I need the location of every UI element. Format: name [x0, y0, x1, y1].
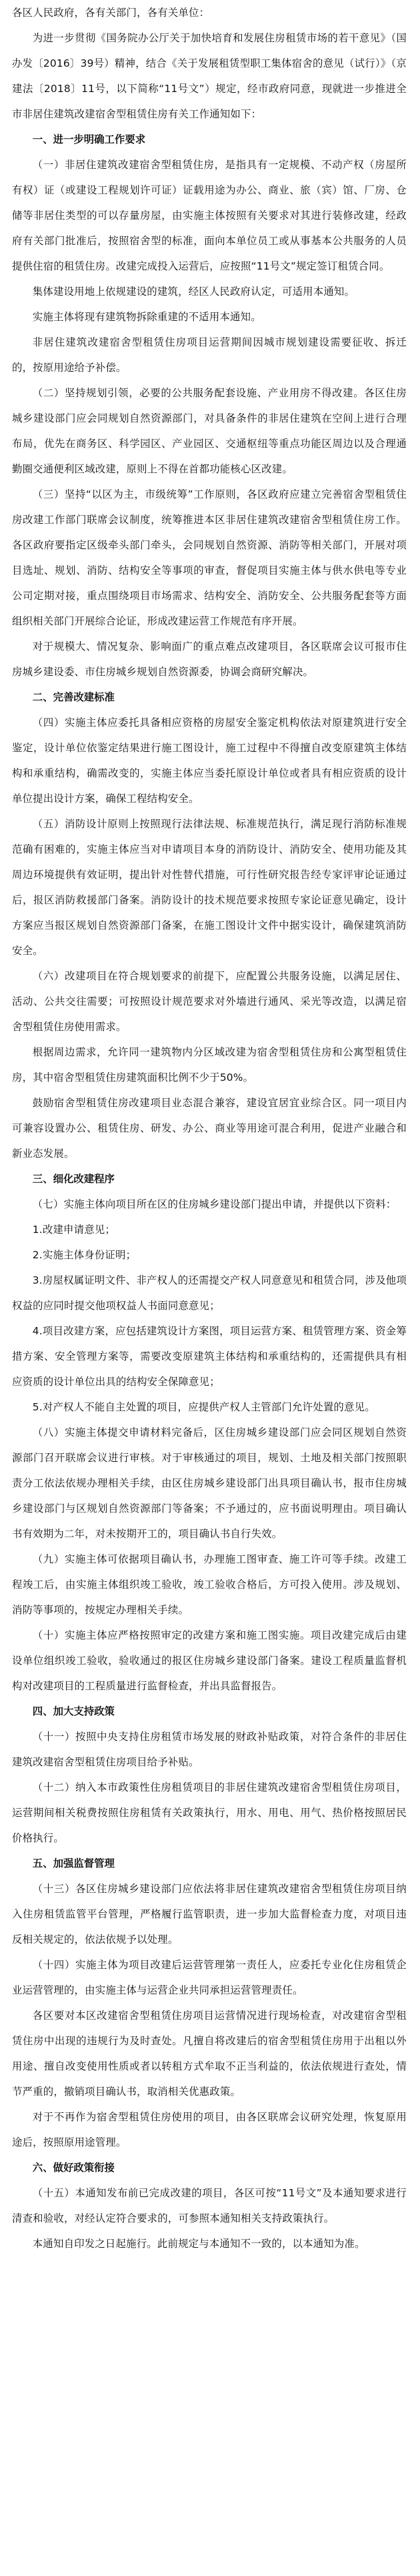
section-heading: 四、加大支持政策: [32, 1705, 115, 1717]
section-paragraph: （十一）按照中央支持住房租赁市场发展的财政补贴政策，对符合条件的非居住建筑改建宿舍型租赁住房项目给予补贴。: [12, 1731, 407, 1768]
section: [12, 127, 407, 685]
section-paragraph: （一）非居住建筑改建宿舍型租赁住房，是指具有一定规模、不动产权（房屋所有权）证（或建设工程规划许可证）证载用途为办公、商业、旅（宾）馆、厂房、仓储等非居住类型的可以存量房屋，由实施主体按照有关要求对其进行装修改建，经政府有关部门批准后，按照宿舍型的标准，面向本单位员工或从事基本公共服务的人员提供住宿的租赁住房。改建完成投入运营后，应按照“11号文”规定签订租赁合同。: [12, 159, 407, 272]
section-paragraph: 非居住建筑改建宿舍型租赁住房项目运营期间因城市规划建设需要征收、拆迁的，按原用途给予补偿。: [12, 336, 407, 374]
section: [12, 1699, 407, 1851]
section-paragraph: （四）实施主体应委托具备相应资格的房屋安全鉴定机构依法对原建筑进行安全鉴定，设计单位依鉴定结果进行施工图设计，施工过程中不得擅自改变原建筑主体结构和承重结构，确需改变的，实施主体应当委托原设计单位或者具有相应资质的设计单位提出设计方案，确保工程结构安全。: [12, 717, 407, 805]
section-heading: 二、完善改建标准: [32, 691, 115, 703]
section: [12, 2155, 407, 2256]
section-paragraph: 各区要对本区改建宿舍型租赁住房项目运营情况进行现场检查，对改建宿舍型租赁住房中出现的违规行为及时查处。凡擅自将改建后的宿舍型租赁住房用于出租以外用途、擅自改变使用性质或者以转租方式牟取不正当利益的，依法依规进行查处，情节严重的，撤销项目确认书，取消相关优惠政策。: [12, 2010, 407, 2098]
recipients: 各区人民政府，各有关部门，各有关单位：: [12, 7, 210, 19]
section-paragraph: 鼓励宿舍型租赁住房改建项目业态混合兼容，建设宜居宜业综合区。同一项目内可兼容设置办公、租赁住房、研发、办公、商业等用途可混合利用，促进产业融合和新业态发展。: [12, 1097, 407, 1160]
section-paragraph: 本通知自印发之日起施行。此前规定与本通知不一致的，以本通知为准。: [32, 2238, 365, 2250]
section-heading: 三、细化改建程序: [32, 1173, 115, 1185]
section-paragraph: 对于规模大、情况复杂、影响面广的重点难点改建项目，各区联席会议可报市住房城乡建设委、市住房城乡规划自然资源委，协调会商研究解决。: [12, 640, 407, 678]
section-paragraph: （十二）纳入本市政策性住房租赁项目的非居住建筑改建宿舍型租赁住房项目，运营期间相关税费按照住房租赁有关政策执行，用水、用电、用气、热价格按照居民价格执行。: [12, 1781, 407, 1844]
section-paragraph: 3.房屋权属证明文件、非产权人的还需提交产权人同意意见和租赁合同，涉及他项权益的应同时提交他项权益人书面同意意见；: [12, 1274, 407, 1312]
section-paragraph: （九）实施主体可依据项目确认书，办理施工图审查、施工许可等手续。改建工程竣工后，由实施主体组织竣工验收，竣工验收合格后，方可投入使用。涉及规划、消防等事项的，按规定办理相关手续。: [12, 1553, 407, 1616]
section-paragraph: （十五）本通知发布前已完成改建的项目，各区可按“11号文”及本通知要求进行清查和验收，对经认定符合要求的，可参照本通知相关支持政策执行。: [12, 2187, 407, 2224]
section: [12, 685, 407, 1166]
section-paragraph: 实施主体将现有建筑物拆除重建的不适用本通知。: [32, 311, 261, 323]
section-heading: 六、做好政策衔接: [32, 2162, 115, 2174]
section-paragraph: 4.项目改建方案，应包括建筑设计方案图，项目运营方案、租赁管理方案、资金筹措方案、安全管理方案等，需要改变原建筑主体结构和承重结构的，还需提供具有相应资质的设计单位出具的结构安全保障意见；: [12, 1325, 407, 1388]
section-heading: 一、进一步明确工作要求: [32, 133, 146, 145]
section-paragraph: 对于不再作为宿舍型租赁住房使用的项目，由各区联席会议研究处理，恢复原用途后，按照原用途管理。: [12, 2111, 407, 2148]
section-paragraph: （五）消防设计原则上按照现行法律法规、标准规范执行，满足现行消防标准规范确有困难的，实施主体应当对申请项目本身的消防设计、消防安全、使用功能及其周边环境提供有效证明，提出针对性替代措施，可行性研究报告经专家评审论证通过后，报区消防救援部门备案。消防设计的技术规范要求按照专家论证意见确定，设计方案应当报区规划自然资源部门备案，在施工图设计文件中据实设计，确保建筑消防安全。: [12, 818, 407, 957]
section-paragraph: 5.对产权人不能自主处置的项目，应提供产权人主管部门允许处置的意见。: [32, 1401, 375, 1413]
intro-paragraph: 为进一步贯彻《国务院办公厅关于加快培育和发展住房租赁市场的若干意见》（国办发〔2016〕39号）精神，结合《关于发展租赁型职工集体宿舍的意见（试行）》（京建法〔2018〕11号，以下简称“11号文”）规定，经市政府同意，现就进一步推进全市非居住建筑改建宿舍型租赁住房有关工作通知如下：: [12, 32, 407, 120]
section-paragraph: （七）实施主体向项目所在区的住房城乡建设部门提出申请，并提供以下资料：: [32, 1198, 397, 1210]
section-paragraph: （八）实施主体提交申请材料完备后，区住房城乡建设部门应会同区规划自然资源部门召开联席会议进行审核。对于审核通过的项目，规划、土地及相关部门按照职责分工依法依规办理相关手续，由区住房城乡建设部门出具项目确认书，报市住房城乡建设部门与区规划自然资源部门等备案；不予通过的，应书面说明理由。项目确认书有效期为二年，对未按期开工的，项目确认书自行失效。: [12, 1426, 407, 1540]
sections-container: [12, 127, 407, 2256]
section-paragraph: （十三）各区住房城乡建设部门应依法将非居住建筑改建宿舍型租赁住房项目纳入住房租赁监管平台管理，严格履行监管职责，进一步加大监督检查力度，对项目违反相关规定的，依法依规予以处理。: [12, 1883, 407, 1946]
section-paragraph: （十）实施主体应严格按照审定的改建方案和施工图实施。项目改建完成后由建设单位组织竣工验收，验收通过的报区住房城乡建设部门备案。建设工程质量监督机构对改建项目的工程质量进行监督检查，并出具监督报告。: [12, 1629, 407, 1692]
section-heading: 五、加强监督管理: [32, 1857, 115, 1869]
section-paragraph: （三）坚持“以区为主，市级统筹”工作原则，各区政府应建立完善宿舍型租赁住房改建工作部门联席会议制度，统筹推进本区非居住建筑改建宿舍型租赁住房工作。各区政府要指定区级牵头部门牵头，会同规划自然资源、消防等相关部门，开展对项目选址、规划、消防、结构安全等事项的审查，督促项目实施主体与供水供电等专业公司定期对接，重点围绕项目市场需求、结构安全、消防安全、公共服务配套等方面组织相关部门开展综合论证，形成改建运营工作规范有序开展。: [12, 488, 407, 627]
section: [12, 1166, 407, 1699]
section-paragraph: （二）坚持规划引领，必要的公共服务配套设施、产业用房不得改建。各区住房城乡建设部门应会同规划自然资源部门，对具备条件的非居住建筑在空间上进行合理布局，优先在商务区、科学园区、产业园区、交通枢纽等重点功能区周边以及合理通勤圈交通便利区域改建，原则上不得在首都功能核心区改建。: [12, 387, 407, 475]
section: [12, 1851, 407, 2155]
section-paragraph: 根据周边需求，允许同一建筑物内分区域改建为宿舍型租赁住房和公寓型租赁住房，其中宿舍型租赁住房建筑面积比例不少于50%。: [12, 1046, 407, 1084]
section-paragraph: 2.实施主体身份证明；: [32, 1249, 137, 1261]
section-paragraph: 集体建设用地上依规建设的建筑，经区人民政府认定，可适用本通知。: [32, 286, 355, 298]
section-paragraph: （六）改建项目在符合规划要求的前提下，应配置公共服务设施，以满足居住、活动、公共交往需要；可按照设计规范要求对外墙进行通风、采光等改造，以满足宿舍型租赁住房使用需求。: [12, 970, 407, 1033]
section-paragraph: （十四）实施主体为项目改建后运营管理第一责任人，应委托专业化住房租赁企业运营管理的，由实施主体与运营企业共同承担运营管理责任。: [12, 1959, 407, 1996]
section-paragraph: 1.改建申请意见；: [32, 1224, 116, 1236]
